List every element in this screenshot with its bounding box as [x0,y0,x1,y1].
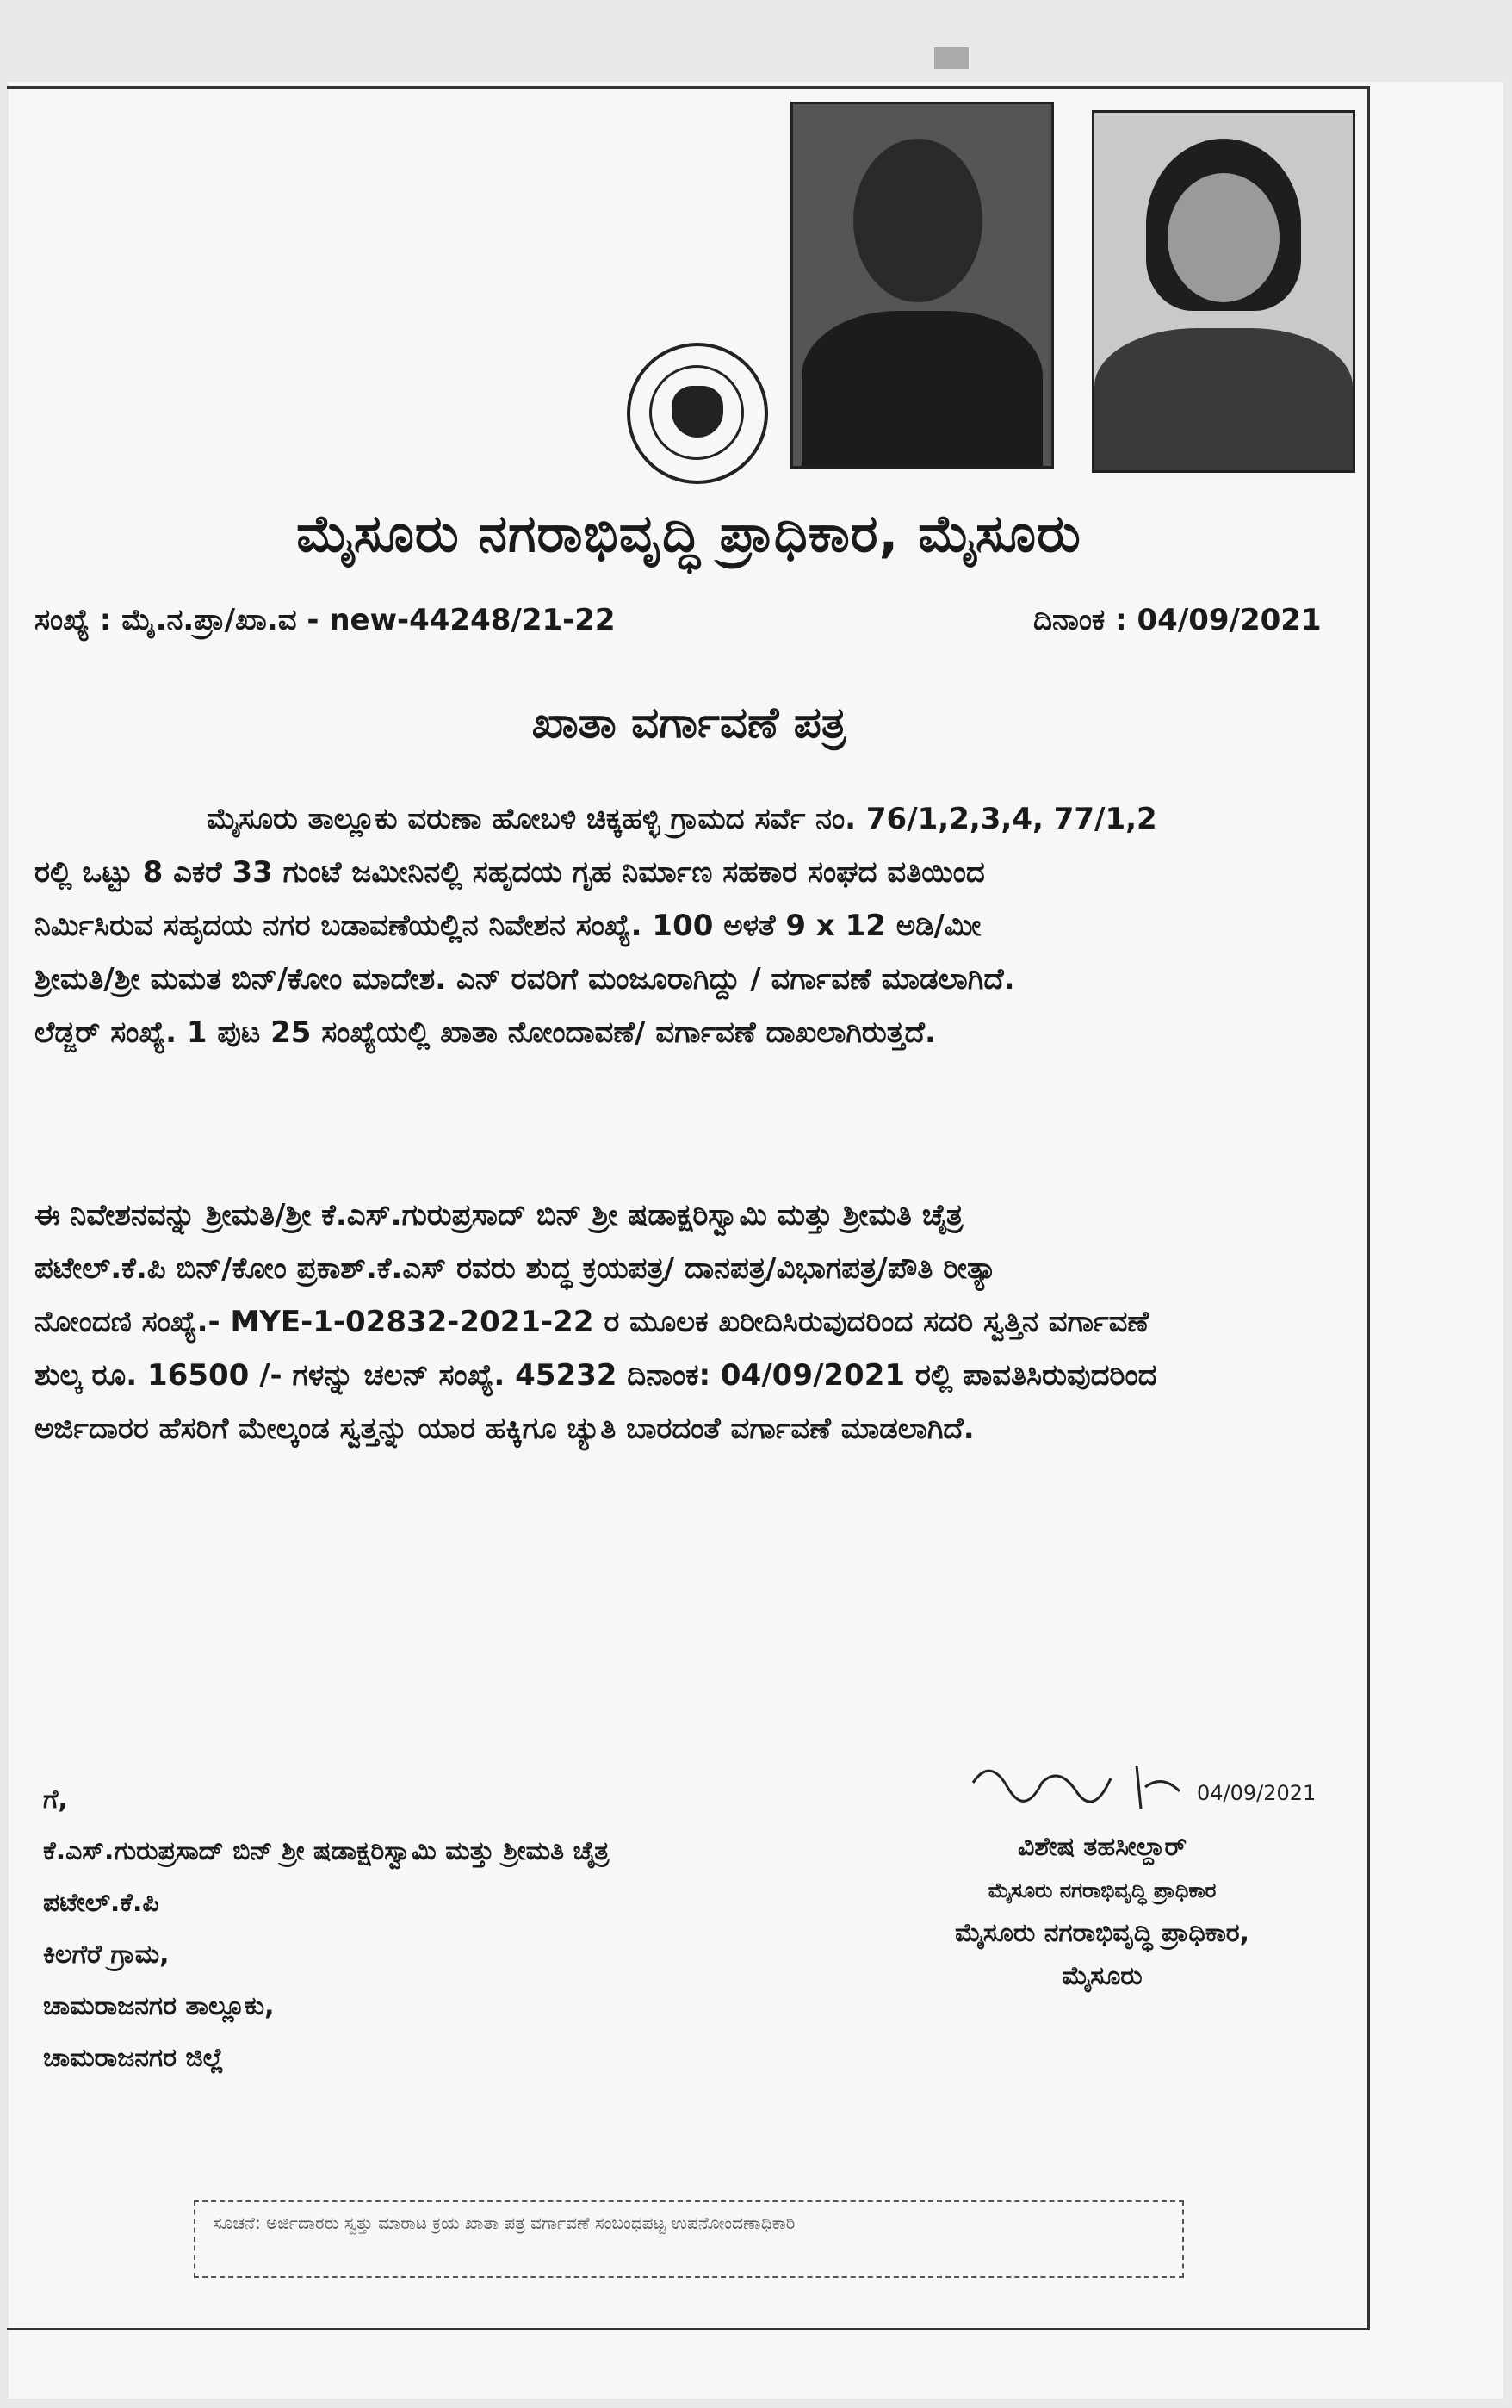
signatory-line: ಮೈಸೂರು ನಗರಾಭಿವೃದ್ಧಿ ಪ್ರಾಧಿಕಾರ, [954,1918,1250,1948]
paragraph-line: ಅರ್ಜಿದಾರರ ಹೆಸರಿಗೆ ಮೇಲ್ಕಂಡ ಸ್ವತ್ತನ್ನು ಯಾರ ಹಕ್ಕಿಗೂ ಚ್ಯುತಿ ಬಾರದಂತೆ ವರ್ಗಾವಣೆ ಮಾಡಲಾಗಿದೆ. [34,1412,975,1446]
paragraph-line: ಪಟೇಲ್.ಕೆ.ಪಿ ಬಿನ್/ಕೋಂ ಪ್ರಕಾಶ್.ಕೆ.ಎಸ್ ರವರು ಶುದ್ಧ ಕ್ರಯಪತ್ರ/ ದಾನಪತ್ರ/ವಿಭಾಗಪತ್ರ/ಪೌತಿ ರೀತ್ಯಾ [34,1251,997,1286]
addressee-block [43,1774,609,2084]
authority-title: ಮೈಸೂರು ನಗರಾಭಿವೃದ್ಧಿ ಪ್ರಾಧಿಕಾರ, ಮೈಸೂರು [296,504,1081,564]
addressee-line: ಚಾಮರಾಜನಗರ ತಾಲ್ಲೂಕು, [43,1991,275,2021]
paragraph-line: ನಿರ್ಮಿಸಿರುವ ಸಹೃದಯ ನಗರ ಬಡಾವಣೆಯಲ್ಲಿನ ನಿವೇಶನ ಸಂಖ್ಯೆ. 100 ಅಳತೆ 9 x 12 ಅಡಿ/ಮೀ [34,909,982,943]
paragraph-1 [34,792,1326,1059]
stamp-line: ಸೂಚನೆ: ಅರ್ಜಿದಾರರು ಸ್ವತ್ತು ಮಾರಾಟ ಕ್ರಯ ಖಾತಾ ಪತ್ರ ವರ್ಗಾವಣೆ ಸಂಬಂಧಪಟ್ಟ ಉಪನೋಂದಣಾಧಿಕಾರಿ [213,2213,796,2233]
signatory-block [861,1826,1343,1998]
signatory-line: ಮೈಸೂರು ನಗರಾಭಿವೃದ್ಧಿ ಪ್ರಾಧಿಕಾರ [988,1878,1217,1902]
gandabherunda-emblem-icon [672,386,723,438]
paragraph-line: ನೋಂದಣಿ ಸಂಖ್ಯೆ.- MYE-1-02832-2021-22 ರ ಮೂಲಕ ಖರೀದಿಸಿರುವುದರಿಂದ ಸದರಿ ಸ್ವತ್ತಿನ ವರ್ಗಾವಣೆ [34,1305,1149,1339]
applicant-photo-man [790,102,1054,469]
footer-notice-stamp [194,2200,1184,2278]
paragraph-line: ರಲ್ಲಿ ಒಟ್ಟು 8 ಎಕರೆ 33 ಗುಂಟೆ ಜಮೀನಿನಲ್ಲಿ ಸಹೃದಯ ಗೃಹ ನಿರ್ಮಾಣ ಸಹಕಾರ ಸಂಘದ ವತಿಯಿಂದ [34,855,985,890]
addressee-line: ಕೆ.ಎಸ್.ಗುರುಪ್ರಸಾದ್ ಬಿನ್ ಶ್ರೀ ಷಡಾಕ್ಷರಿಸ್ವಾಮಿ ಮತ್ತು ಶ್ರೀಮತಿ ಚೈತ್ರ [43,1836,610,1866]
authority-seal [627,343,768,484]
paragraph-line: ಶ್ರೀಮತಿ/ಶ್ರೀ ಮಮತ ಬಿನ್/ಕೋಂ ಮಾದೇಶ. ಎನ್ ರವರಿಗೆ ಮಂಜೂರಾಗಿದ್ದು / ವರ್ಗಾವಣೆ ಮಾಡಲಾಗಿದೆ. [34,962,1015,996]
paragraph-line: ಶುಲ್ಕ ರೂ. 16500 /- ಗಳನ್ನು ಚಲನ್ ಸಂಖ್ಯೆ. 45232 ದಿನಾಂಕ: 04/09/2021 ರಲ್ಲಿ ಪಾವತಿಸಿರುವುದರಿಂದ [34,1358,1157,1393]
addressee-line: ಪಟೇಲ್.ಕೆ.ಪಿ [43,1888,159,1918]
handwritten-signature [964,1748,1326,1826]
paragraph-line: ಲೆಡ್ಜರ್ ಸಂಖ್ಯೆ. 1 ಪುಟ 25 ಸಂಖ್ಯೆಯಲ್ಲಿ ಖಾತಾ ನೋಂದಾವಣೆ/ ವರ್ಗಾವಣೆ ದಾಖಲಾಗಿರುತ್ತದೆ. [34,1015,936,1050]
reference-number: ಸಂಖ್ಯೆ : ಮೈ.ನ.ಪ್ರಾ/ಖಾ.ವ - new-44248/21-22 [34,603,616,637]
addressee-line: ಗೆ, [43,1784,68,1815]
signatory-line: ಮೈಸೂರು [1062,1961,1143,1991]
addressee-line: ಚಾಮರಾಜನಗರ ಜಿಲ್ಲೆ [43,2043,224,2073]
signature-date: 04/09/2021 [1197,1781,1317,1805]
document-subtitle: ಖಾತಾ ವರ್ಗಾವಣೆ ಪತ್ರ [531,698,846,748]
paragraph-line: ಈ ನಿವೇಶನವನ್ನು ಶ್ರೀಮತಿ/ಶ್ರೀ ಕೆ.ಎಸ್.ಗುರುಪ್ರಸಾದ್ ಬಿನ್ ಶ್ರೀ ಷಡಾಕ್ಷರಿಸ್ವಾಮಿ ಮತ್ತು ಶ್ರೀಮತಿ ಚೈತ್ರ [34,1198,964,1232]
paragraph-line: ಮೈಸೂರು ತಾಲ್ಲೂಕು ವರುಣಾ ಹೋಬಳಿ ಚಿಕ್ಕಹಳ್ಳಿ ಗ್ರಾಮದ ಸರ್ವೆ ನಂ. 76/1,2,3,4, 77/1,2 [207,802,1157,836]
addressee-line: ಕಿಲಗೆರೆ ಗ್ರಾಮ, [43,1939,170,1970]
signatory-line: ವಿಶೇಷ ತಹಸೀಲ್ದಾರ್ [1017,1832,1187,1862]
staple-mark [934,47,969,69]
paragraph-2 [34,1188,1326,1455]
applicant-photo-woman [1092,110,1355,473]
document-date: ದಿನಾಂಕ : 04/09/2021 [1033,603,1322,637]
